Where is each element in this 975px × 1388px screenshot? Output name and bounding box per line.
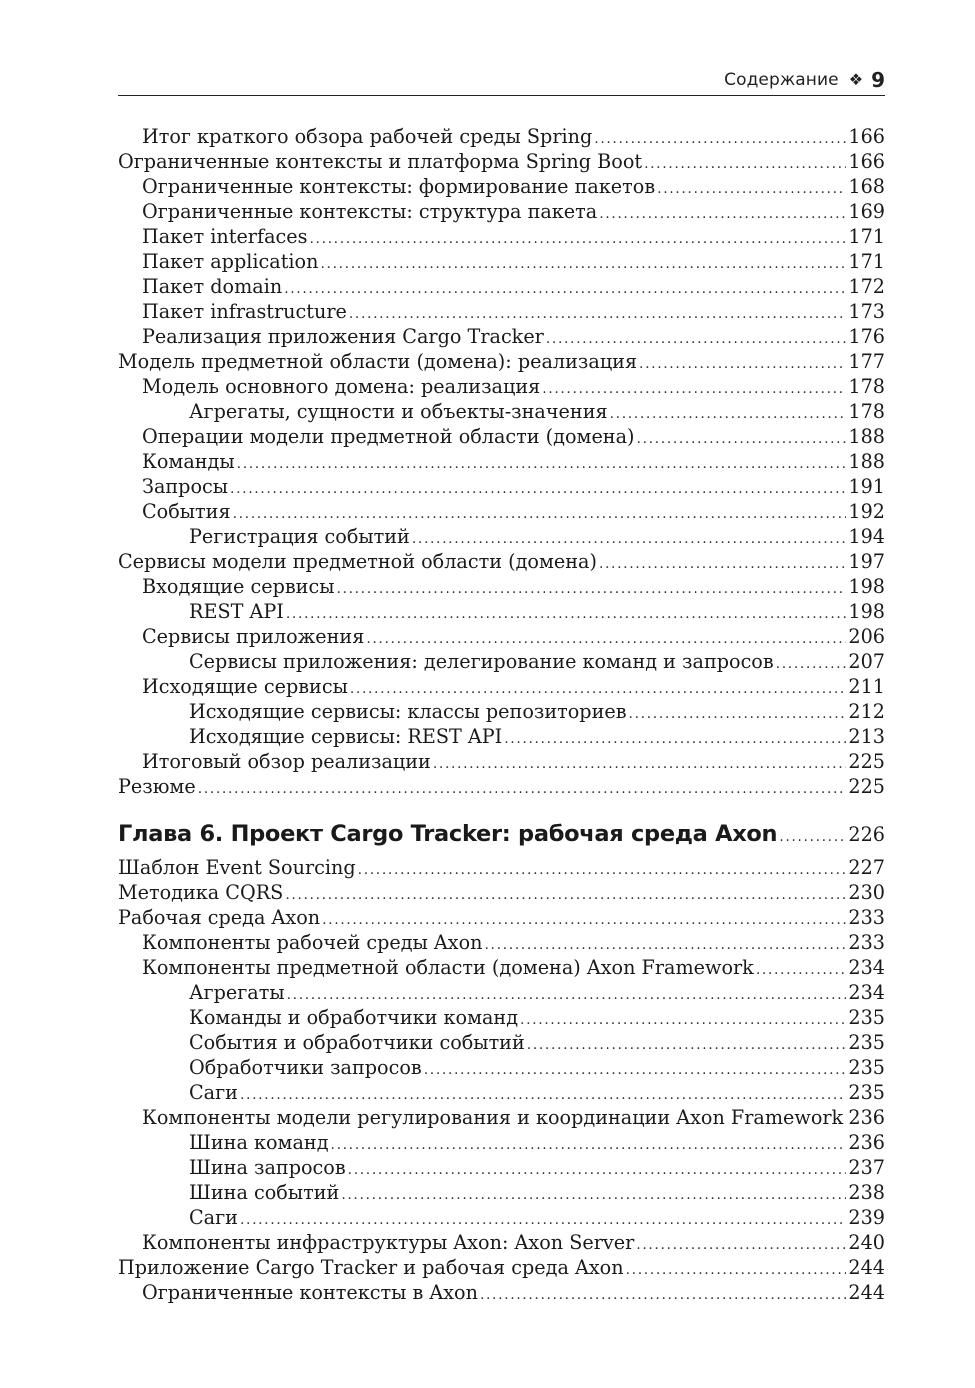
toc-entry-title: Исходящие сервисы: REST API bbox=[189, 725, 503, 748]
toc-entry-title: Шина событий bbox=[189, 1181, 340, 1204]
toc-entry-page: 207 bbox=[848, 650, 885, 673]
toc-entry-page: 178 bbox=[848, 400, 885, 423]
toc-entry-title: Сервисы приложения: делегирование команд и запросов bbox=[189, 650, 774, 673]
toc-entry-title: Регистрация событий bbox=[189, 525, 410, 548]
toc-entry-title: Запросы bbox=[142, 475, 229, 498]
toc-entry-title: Исходящие сервисы: классы репозиториев bbox=[189, 700, 627, 723]
toc-entry[interactable] bbox=[118, 349, 885, 374]
toc-entry[interactable] bbox=[118, 1205, 885, 1230]
toc-entry-title: Агрегаты, сущности и объекты-значения bbox=[189, 400, 608, 423]
toc-entry-title: REST API bbox=[189, 600, 284, 623]
toc-entry-page: 235 bbox=[848, 1006, 885, 1029]
toc-entry[interactable] bbox=[118, 374, 885, 399]
toc-entry-page: 212 bbox=[848, 700, 885, 723]
toc-entry[interactable] bbox=[118, 574, 885, 599]
toc-entry[interactable] bbox=[118, 930, 885, 955]
header-page-number: 9 bbox=[871, 68, 885, 92]
toc-entry-page: 173 bbox=[848, 300, 885, 323]
header-right bbox=[724, 68, 885, 92]
toc-entry-title: Обработчики запросов bbox=[189, 1056, 422, 1079]
toc-entry-page: 197 bbox=[848, 550, 885, 573]
toc-entry-title: Реализация приложения Cargo Tracker bbox=[142, 325, 544, 348]
toc-entry[interactable] bbox=[118, 199, 885, 224]
toc-entry-page: 171 bbox=[848, 225, 885, 248]
toc-entry-title: Операции модели предметной области (домена) bbox=[142, 425, 635, 448]
toc-entry-title: Пакет infrastructure bbox=[142, 300, 347, 323]
toc-entry[interactable] bbox=[118, 599, 885, 624]
toc-entry-page: 230 bbox=[848, 881, 885, 904]
toc-entry-title: Исходящие сервисы bbox=[142, 675, 348, 698]
toc-entry[interactable] bbox=[118, 1080, 885, 1105]
toc-entry-title: Команды bbox=[142, 450, 235, 473]
toc-entry-page: 188 bbox=[848, 450, 885, 473]
toc-entry-title: Ограниченные контексты: формирование пакетов bbox=[142, 175, 656, 198]
toc-entry[interactable] bbox=[118, 855, 885, 880]
toc-entry-title: Саги bbox=[189, 1081, 238, 1104]
toc-entry-title: Ограниченные контексты в Axon bbox=[142, 1281, 478, 1304]
toc-entry-page: 191 bbox=[848, 475, 885, 498]
toc-entry-title: Компоненты модели регулирования и координации Axon Framework bbox=[142, 1106, 844, 1129]
toc-entry-title: Пакет application bbox=[142, 250, 319, 273]
toc-entry-title: Агрегаты bbox=[189, 981, 285, 1004]
toc-entry-title: Сервисы модели предметной области (домена) bbox=[118, 550, 597, 573]
toc-entry-title: События и обработчики событий bbox=[189, 1031, 525, 1054]
toc-entry-page: 236 bbox=[848, 1106, 885, 1129]
toc-entry[interactable] bbox=[118, 905, 885, 930]
toc-entry-page: 234 bbox=[848, 956, 885, 979]
toc-entry-title: Методика CQRS bbox=[118, 881, 284, 904]
toc-entry[interactable] bbox=[118, 224, 885, 249]
toc-entry[interactable] bbox=[118, 1230, 885, 1255]
toc-entry[interactable] bbox=[118, 474, 885, 499]
dot-leader bbox=[480, 1283, 846, 1308]
toc-entry-page: 169 bbox=[848, 200, 885, 223]
dot-leader bbox=[198, 777, 847, 802]
toc-entry[interactable] bbox=[118, 399, 885, 424]
toc-entry-page: 233 bbox=[848, 906, 885, 929]
toc-entry-title: Модель предметной области (домена): реализация bbox=[118, 350, 638, 373]
toc-entry-page: 206 bbox=[848, 625, 885, 648]
toc-entry[interactable] bbox=[118, 299, 885, 324]
toc-entry-title: Шаблон Event Sourcing bbox=[118, 856, 356, 879]
toc-entry[interactable] bbox=[118, 449, 885, 474]
toc-entry-title: Приложение Cargo Tracker и рабочая среда Axon bbox=[118, 1256, 624, 1279]
toc-entry[interactable] bbox=[118, 1280, 885, 1305]
toc-entry[interactable] bbox=[118, 674, 885, 699]
toc-entry-title: Итоговый обзор реализации bbox=[142, 750, 431, 773]
toc-entry[interactable] bbox=[118, 1180, 885, 1205]
toc-entry-title: Входящие сервисы bbox=[142, 575, 335, 598]
toc-entry-title: Резюме bbox=[118, 775, 196, 798]
toc-entry-title: Рабочая среда Axon bbox=[118, 906, 321, 929]
toc-entry-page: 178 bbox=[848, 375, 885, 398]
toc-entry-title: Шина запросов bbox=[189, 1156, 346, 1179]
toc-entry[interactable] bbox=[118, 955, 885, 980]
toc-entry[interactable] bbox=[118, 774, 885, 799]
toc-entry[interactable] bbox=[118, 1130, 885, 1155]
running-header bbox=[118, 62, 885, 96]
toc-entry-page: 188 bbox=[848, 425, 885, 448]
toc-entry-page: 227 bbox=[848, 856, 885, 879]
toc-entry-title: Шина команд bbox=[189, 1131, 329, 1154]
toc-entry-title: Команды и обработчики команд bbox=[189, 1006, 519, 1029]
toc-entry-page: 213 bbox=[848, 725, 885, 748]
toc-chapter-heading[interactable] bbox=[118, 818, 885, 850]
toc-entry-page: 177 bbox=[848, 350, 885, 373]
toc-entry-page: 166 bbox=[848, 150, 885, 173]
toc-entry-page: 235 bbox=[848, 1056, 885, 1079]
toc-entry-title: Пакет interfaces bbox=[142, 225, 308, 248]
toc-entry[interactable] bbox=[118, 649, 885, 674]
toc-entry-title: Модель основного домена: реализация bbox=[142, 375, 541, 398]
toc-entry-page: 192 bbox=[848, 500, 885, 523]
toc-entry[interactable] bbox=[118, 880, 885, 905]
toc-entry-title: События bbox=[142, 500, 231, 523]
toc-entry[interactable] bbox=[118, 1055, 885, 1080]
toc-entry-page: 233 bbox=[848, 931, 885, 954]
toc-entry-page: 236 bbox=[848, 1131, 885, 1154]
toc-entry-page: 238 bbox=[848, 1181, 885, 1204]
toc-entry-page: 237 bbox=[848, 1156, 885, 1179]
toc-entry-page: 198 bbox=[848, 600, 885, 623]
toc-entry[interactable] bbox=[118, 724, 885, 749]
toc-entry[interactable] bbox=[118, 149, 885, 174]
toc-entry-page: 235 bbox=[848, 1031, 885, 1054]
toc-entry-title: Сервисы приложения bbox=[142, 625, 365, 648]
toc-entry-title: Ограниченные контексты и платформа Spring Boot bbox=[118, 150, 643, 173]
toc-entry[interactable] bbox=[118, 424, 885, 449]
toc-entry-page: 239 bbox=[848, 1206, 885, 1229]
toc-entry-title: Компоненты предметной области (домена) Axon Framework bbox=[142, 956, 754, 979]
toc-entry-title: Пакет domain bbox=[142, 275, 283, 298]
toc-entry[interactable] bbox=[118, 624, 885, 649]
toc-entry[interactable] bbox=[118, 699, 885, 724]
toc-entry-page: 235 bbox=[848, 1081, 885, 1104]
toc-entry[interactable] bbox=[118, 1155, 885, 1180]
toc-entry-page: 240 bbox=[848, 1231, 885, 1254]
toc-entry-page: 176 bbox=[848, 325, 885, 348]
toc-entry-page: 225 bbox=[848, 775, 885, 798]
toc-entry[interactable] bbox=[118, 274, 885, 299]
toc-entry[interactable] bbox=[118, 980, 885, 1005]
toc-entry[interactable] bbox=[118, 124, 885, 149]
toc-entry-page: 225 bbox=[848, 750, 885, 773]
toc-entry-page: 198 bbox=[848, 575, 885, 598]
ornament-icon: ❖ bbox=[848, 70, 864, 89]
toc-entry[interactable] bbox=[118, 549, 885, 574]
toc-entry[interactable] bbox=[118, 1255, 885, 1280]
toc-entry[interactable] bbox=[118, 1105, 885, 1130]
toc-entry[interactable] bbox=[118, 174, 885, 199]
toc-entry-title: Компоненты рабочей среды Axon bbox=[142, 931, 483, 954]
toc-entry-page: 171 bbox=[848, 250, 885, 273]
toc-entry-title: Саги bbox=[189, 1206, 238, 1229]
toc-entry-page: 172 bbox=[848, 275, 885, 298]
toc-entry[interactable] bbox=[118, 749, 885, 774]
toc-entry-page: 211 bbox=[848, 675, 885, 698]
dot-leader bbox=[779, 821, 846, 853]
toc-entry-title: Компоненты инфраструктуры Axon: Axon Server bbox=[142, 1231, 635, 1254]
toc-entry-page: 244 bbox=[848, 1256, 885, 1279]
toc-entry-page: 226 bbox=[848, 823, 885, 846]
toc-entry-page: 234 bbox=[848, 981, 885, 1004]
toc-entry[interactable] bbox=[118, 1030, 885, 1055]
toc-entry-title: Ограниченные контексты: структура пакета bbox=[142, 200, 598, 223]
toc-entry-page: 166 bbox=[848, 125, 885, 148]
toc-entry-page: 168 bbox=[848, 175, 885, 198]
toc-entry[interactable] bbox=[118, 249, 885, 274]
toc-entry-page: 244 bbox=[848, 1281, 885, 1304]
toc-entry[interactable] bbox=[118, 324, 885, 349]
toc-entry[interactable] bbox=[118, 1005, 885, 1030]
header-title: Содержание bbox=[724, 70, 839, 90]
toc-entry-title: Итог краткого обзора рабочей среды Spring bbox=[142, 125, 593, 148]
toc-entry[interactable] bbox=[118, 524, 885, 549]
toc-entry-page: 194 bbox=[848, 525, 885, 548]
toc-entry[interactable] bbox=[118, 499, 885, 524]
toc-entry-title: Глава 6. Проект Cargo Tracker: рабочая среда Axon bbox=[118, 821, 778, 847]
